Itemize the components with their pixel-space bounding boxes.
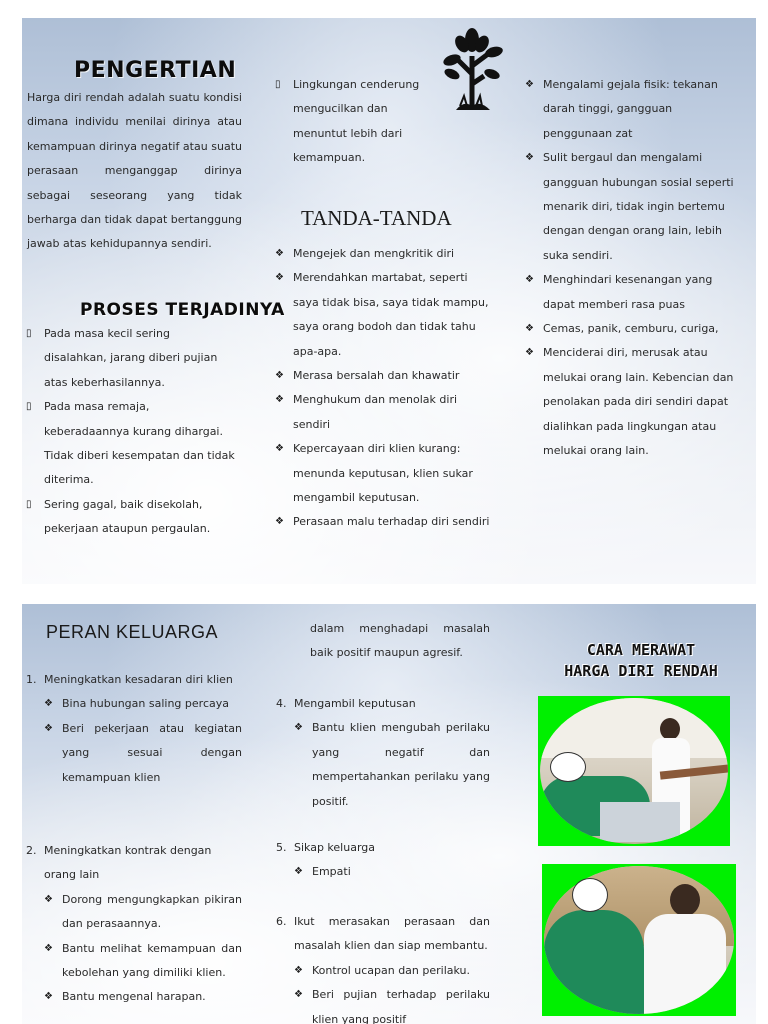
peran-subitem: ❖ Beri pekerjaan atau kegiatan yang sesuai dengan kemampuan klien: [44, 717, 242, 790]
peran-title: PERAN KELUARGA: [46, 622, 219, 642]
diamond-bullet-icon: ❖: [294, 964, 303, 976]
peran-subitem: ❖ Bina hubungan saling percaya: [44, 692, 242, 716]
tanda-item: ❖ Sulit bergaul dan mengalami gangguan hubungan sosial seperti menarik diri, tidak ingin bertemu dengan dengan orang lain, lebih suka sendiri.: [525, 146, 740, 268]
proses-item: ▯ Lingkungan cenderung mengucilkan dan menuntut lebih dari kemampuan.: [275, 73, 425, 171]
proses-list-continued: [275, 73, 425, 171]
tanda-list-col3: [525, 73, 740, 464]
proses-item: ▯ Pada masa kecil sering disalahkan, jarang diberi pujian atas keberhasilannya.: [26, 322, 236, 395]
peran-sublist-6: [276, 959, 490, 1024]
diamond-bullet-icon: ❖: [44, 722, 53, 734]
tanda-item: ❖ Menghindari kesenangan yang dapat memberi rasa puas: [525, 268, 740, 317]
peran-continued-text: dalam menghadapi masalah baik positif maupun agresif.: [310, 622, 490, 660]
peran-point-6: 6. Ikut merasakan perasaan dan masalah klien dan siap membantu. ❖ Kontrol ucapan dan perilaku. ❖ Beri pujian terhadap perilaku klien yang positif: [276, 910, 490, 1024]
tanda-item: ❖ Merasa bersalah dan khawatir: [275, 364, 490, 388]
peran-point-5: 5. Sikap keluarga ❖ Empati: [276, 836, 490, 885]
diamond-bullet-icon: ❖: [525, 323, 534, 335]
tanda-item: ❖ Menciderai diri, merusak atau melukai orang lain. Kebencian dan penolakan pada diri sendiri dapat dialihkan pada lingkungan atau melukai orang lain.: [525, 341, 740, 463]
peran-subitem: ❖ Bantu melihat kemampuan dan kebolehan yang dimiliki klien.: [44, 937, 242, 986]
pengertian-text: Harga diri rendah adalah suatu kondisi dimana individu menilai dirinya atau kemampuan dirinya negatif atau suatu perasaan menganggap dirinya sebagai seseorang yang tidak berharga dan tidak dapat bertanggung jawab atas kehidupannya sendiri.: [27, 91, 242, 251]
tanda-item: ❖ Menghukum dan menolak diri sendiri: [275, 388, 490, 437]
peran-point-2: 2. Meningkatkan kontrak dengan orang lain ❖ Dorong mengungkapkan pikiran dan perasaannya. ❖ Bantu melihat kemampuan dan kebolehan yang dimiliki klien. ❖ Bantu mengenal harapan.: [26, 839, 242, 1010]
diamond-bullet-icon: ❖: [275, 272, 284, 284]
square-bullet-icon: ▯: [275, 79, 281, 90]
tanda-list-col2: [275, 242, 490, 535]
diamond-bullet-icon: ❖: [525, 79, 534, 90]
proses-item: ▯ Sering gagal, baik disekolah, pekerjaan ataupun pergaulan.: [26, 493, 236, 542]
diamond-bullet-icon: ❖: [275, 248, 284, 259]
tanda-item: ❖ Perasaan malu terhadap diri sendiri: [275, 510, 490, 534]
brochure-outside-panel: [22, 18, 756, 584]
peran-subitem: ❖ Beri pujian terhadap perilaku klien yang positif: [294, 983, 490, 1024]
face-mask: [572, 878, 608, 912]
peran-subitem: ❖ Dorong mengungkapkan pikiran dan perasaannya.: [44, 888, 242, 937]
square-bullet-icon: ▯: [26, 498, 32, 510]
peran-sublist-4: [276, 716, 490, 814]
peran-subitem: ❖ Kontrol ucapan dan perilaku.: [294, 959, 490, 983]
diamond-bullet-icon: ❖: [525, 274, 534, 286]
nurse-photo-1: [538, 696, 730, 846]
diamond-bullet-icon: ❖: [44, 698, 53, 710]
diamond-bullet-icon: ❖: [294, 722, 303, 734]
diamond-bullet-icon: ❖: [44, 991, 53, 1003]
peran-point-1: 1. Meningkatkan kesadaran diri klien ❖ Bina hubungan saling percaya ❖ Beri pekerjaan atau kegiatan yang sesuai dengan kemampuan klien: [26, 668, 242, 790]
cara-title: CARA MERAWAT HARGA DIRI RENDAH: [564, 641, 718, 680]
tanda-item: ❖ Merendahkan martabat, seperti saya tidak bisa, saya tidak mampu, saya orang bodoh dan tidak tahu apa-apa.: [275, 266, 490, 364]
peran-sublist-5: [276, 860, 490, 884]
square-bullet-icon: ▯: [26, 401, 32, 413]
diamond-bullet-icon: ❖: [275, 443, 284, 455]
peran-subitem: ❖ Bantu klien mengubah perilaku yang negatif dan mempertahankan perilaku yang positif.: [294, 716, 490, 814]
proses-title: PROSES TERJADINYA: [80, 300, 285, 320]
nurse-photo-2: [542, 864, 736, 1016]
proses-list: [26, 322, 236, 542]
tanda-item: ❖ Mengejek dan mengkritik diri: [275, 242, 490, 266]
diamond-bullet-icon: ❖: [294, 989, 303, 1001]
tanda-item: ❖ Mengalami gejala fisik: tekanan darah tinggi, gangguan penggunaan zat: [525, 73, 740, 146]
diamond-bullet-icon: ❖: [44, 942, 53, 954]
diamond-bullet-icon: ❖: [525, 347, 534, 359]
face-mask: [550, 752, 586, 782]
peran-sublist-2: [26, 888, 242, 1010]
tree-icon: [442, 26, 506, 110]
peran-point-4: 4. Mengambil keputusan ❖ Bantu klien mengubah perilaku yang negatif dan mempertahankan perilaku yang positif.: [276, 692, 490, 814]
diamond-bullet-icon: ❖: [525, 152, 534, 164]
brochure-inside-panel: [22, 604, 756, 1024]
diamond-bullet-icon: ❖: [275, 394, 284, 406]
diamond-bullet-icon: ❖: [275, 370, 284, 382]
diamond-bullet-icon: ❖: [275, 516, 284, 528]
peran-sublist-1: [26, 692, 242, 790]
square-bullet-icon: ▯: [26, 328, 32, 339]
peran-subitem: ❖ Empati: [294, 860, 490, 884]
diamond-bullet-icon: ❖: [44, 893, 53, 905]
tanda-title: TANDA-TANDA: [301, 206, 452, 230]
diamond-bullet-icon: ❖: [294, 866, 303, 878]
tanda-item: ❖ Kepercayaan diri klien kurang: menunda keputusan, klien sukar mengambil keputusan.: [275, 437, 490, 510]
tanda-item: ❖ Cemas, panik, cemburu, curiga,: [525, 317, 740, 341]
pengertian-title: PENGERTIAN: [74, 58, 237, 83]
peran-subitem: ❖ Bantu mengenal harapan.: [44, 985, 242, 1009]
proses-item: ▯ Pada masa remaja, keberadaannya kurang dihargai. Tidak diberi kesempatan dan tidak diterima.: [26, 395, 236, 493]
